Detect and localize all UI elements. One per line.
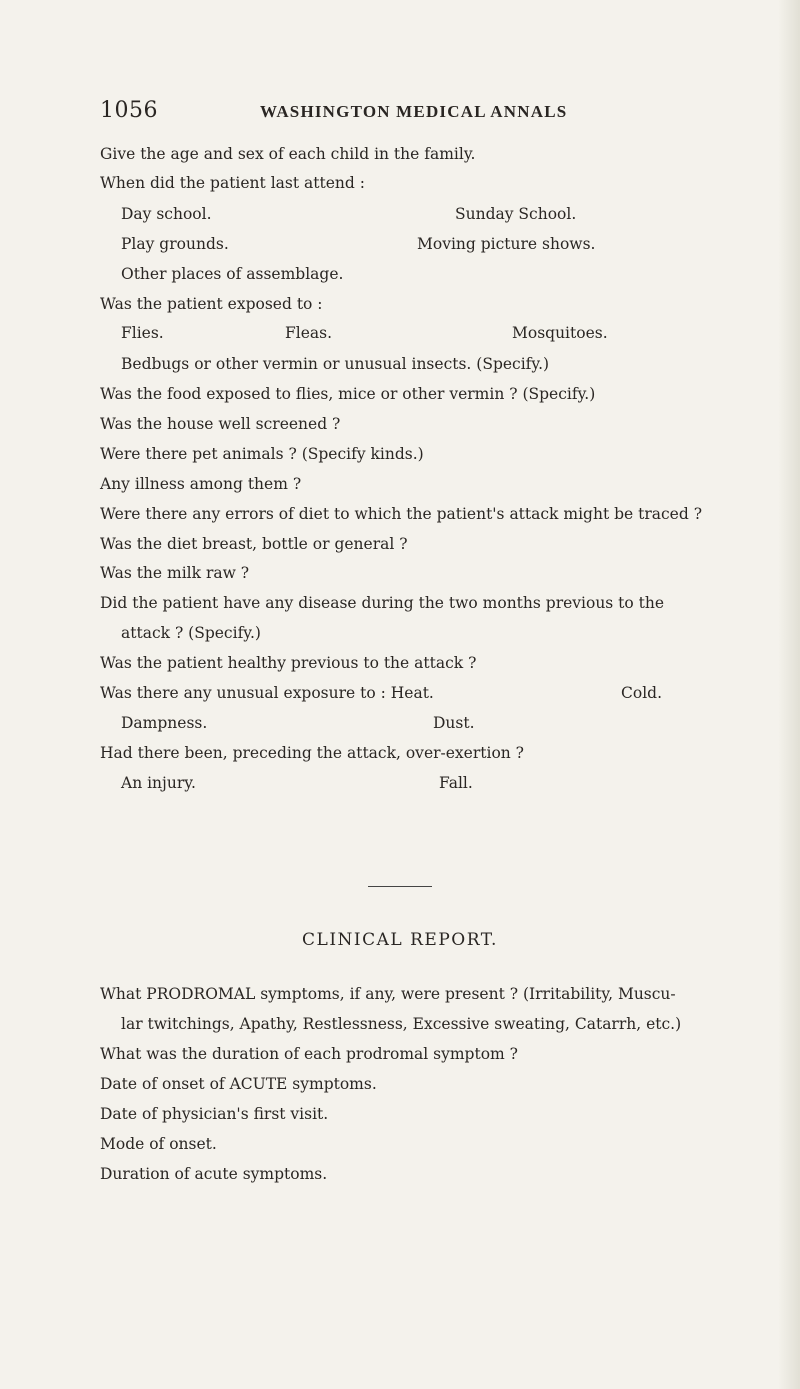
clinical-item: Date of onset of ACUTE symptoms. — [100, 1075, 377, 1093]
question-line: Were there pet animals ? (Specify kinds.) — [100, 445, 424, 463]
running-title: WASHINGTON MEDICAL ANNALS — [260, 102, 568, 121]
clinical-item: What was the duration of each prodromal symptom ? — [100, 1045, 518, 1063]
question-line: Give the age and sex of each child in the family. — [100, 145, 476, 163]
clinical-item: What PRODROMAL symptoms, if any, were present ? (Irritability, Muscu- — [100, 985, 676, 1003]
question-line: Any illness among them ? — [100, 475, 302, 493]
question-line: attack ? (Specify.) — [121, 624, 261, 642]
question-line: Did the patient have any disease during the two months previous to the — [100, 594, 665, 612]
question-line: An injury. — [121, 774, 196, 792]
question-line: Moving picture shows. — [417, 235, 596, 253]
question-line: Bedbugs or other vermin or unusual insects. (Specify.) — [121, 355, 550, 373]
clinical-item: Duration of acute symptoms. — [100, 1165, 328, 1183]
clinical-item: lar twitchings, Apathy, Restlessness, Excessive sweating, Catarrh, etc.) — [121, 1015, 682, 1033]
clinical-item: Date of physician's first visit. — [100, 1105, 329, 1123]
question-line: Was there any unusual exposure to : Heat. — [100, 684, 434, 702]
question-line: Was the food exposed to flies, mice or other vermin ? (Specify.) — [100, 385, 596, 403]
question-line: Dampness. — [121, 714, 208, 732]
question-line: When did the patient last attend : — [100, 174, 365, 192]
page-edge-shadow — [778, 0, 800, 1389]
clinical-item: Mode of onset. — [100, 1135, 217, 1153]
page-number: 1056 — [100, 98, 158, 123]
question-line: Sunday School. — [455, 205, 577, 223]
question-line: Cold. — [621, 684, 662, 702]
question-line: Had there been, preceding the attack, over-exertion ? — [100, 744, 524, 762]
question-line: Play grounds. — [121, 235, 229, 253]
section-divider — [368, 886, 432, 887]
question-line: Mosquitoes. — [512, 324, 608, 342]
question-line: Other places of assemblage. — [121, 265, 344, 283]
question-line: Dust. — [433, 714, 475, 732]
question-line: Fall. — [439, 774, 473, 792]
question-line: Day school. — [121, 205, 212, 223]
page-header — [100, 98, 720, 128]
question-line: Fleas. — [285, 324, 333, 342]
question-line: Was the patient exposed to : — [100, 295, 323, 313]
question-line: Flies. — [121, 324, 164, 342]
question-line: Were there any errors of diet to which the patient's attack might be traced ? — [100, 505, 703, 523]
question-line: Was the diet breast, bottle or general ? — [100, 535, 408, 553]
question-line: Was the patient healthy previous to the attack ? — [100, 654, 477, 672]
question-line: Was the house well screened ? — [100, 415, 341, 433]
clinical-report-title: CLINICAL REPORT. — [302, 930, 498, 950]
question-line: Was the milk raw ? — [100, 564, 250, 582]
